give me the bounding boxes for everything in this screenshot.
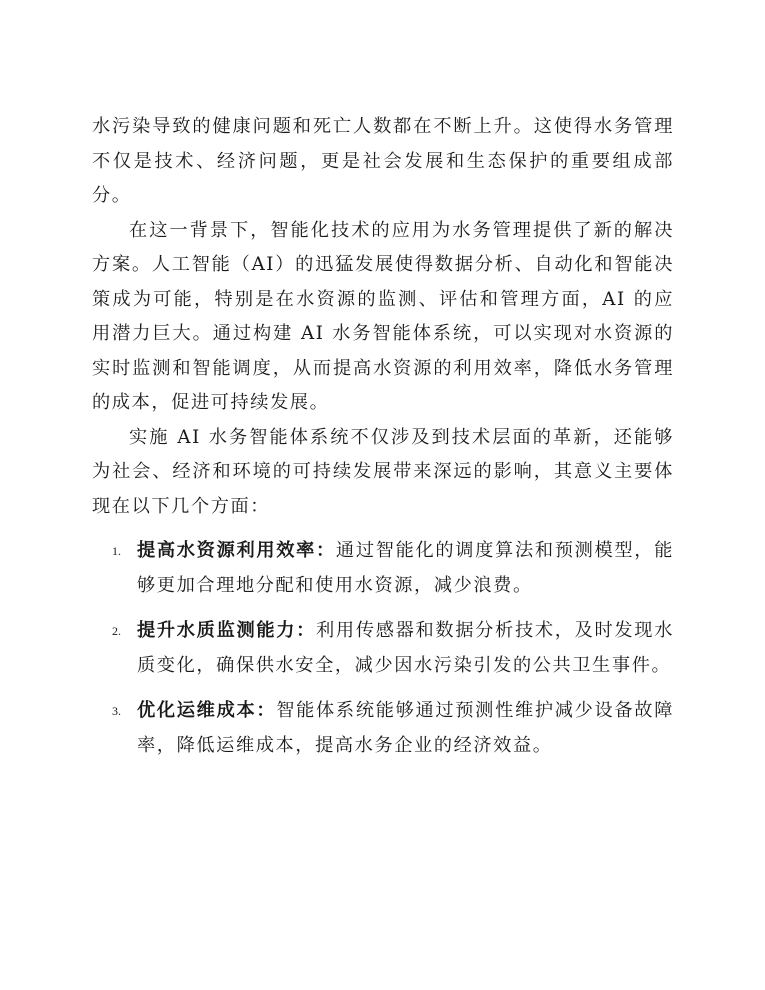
list-item-number: 3. bbox=[112, 704, 121, 718]
paragraph-significance: 实施 AI 水务智能体系统不仅涉及到技术层面的革新，还能够为社会、经济和环境的可持续发展带来深远的影响，其意义主要体现在以下几个方面： bbox=[92, 426, 674, 517]
list-item-term: 优化运维成本： bbox=[137, 700, 277, 721]
list-item bbox=[92, 614, 674, 683]
list-item-number: 1. bbox=[112, 544, 121, 558]
list-item-text: 智能体系统能够通过预测性维护减少设备故障率，降低运维成本，提高水务企业的经济效益。 bbox=[137, 700, 674, 756]
list-item bbox=[92, 534, 674, 603]
list-item-term: 提高水资源利用效率： bbox=[137, 540, 336, 561]
list-item-text: 利用传感器和数据分析技术，及时发现水质变化，确保供水安全，减少因水污染引发的公共卫生事件。 bbox=[137, 620, 674, 676]
significance-list bbox=[92, 534, 674, 763]
list-item-term: 提升水质监测能力： bbox=[137, 620, 317, 641]
list-item-text: 通过智能化的调度算法和预测模型，能够更加合理地分配和使用水资源，减少浪费。 bbox=[137, 540, 674, 596]
list-item bbox=[92, 694, 674, 763]
paragraph-continuation: 水污染导致的健康问题和死亡人数都在不断上升。这使得水务管理不仅是技术、经济问题，更是社会发展和生态保护的重要组成部分。 bbox=[92, 116, 674, 206]
document-page bbox=[92, 110, 674, 774]
paragraph-background: 在这一背景下，智能化技术的应用为水务管理提供了新的解决方案。人工智能（AI）的迅猛发展使得数据分析、自动化和智能决策成为可能，特别是在水资源的监测、评估和管理方面，AI 的应用潜力巨大。通过构建 AI 水务智能体系统，可以实现对水资源的实时监测和智能调度，从而提高水资源的利用效率，降低水务管理的成本，促进可持续发展。 bbox=[92, 219, 674, 413]
list-item-number: 2. bbox=[112, 624, 121, 638]
